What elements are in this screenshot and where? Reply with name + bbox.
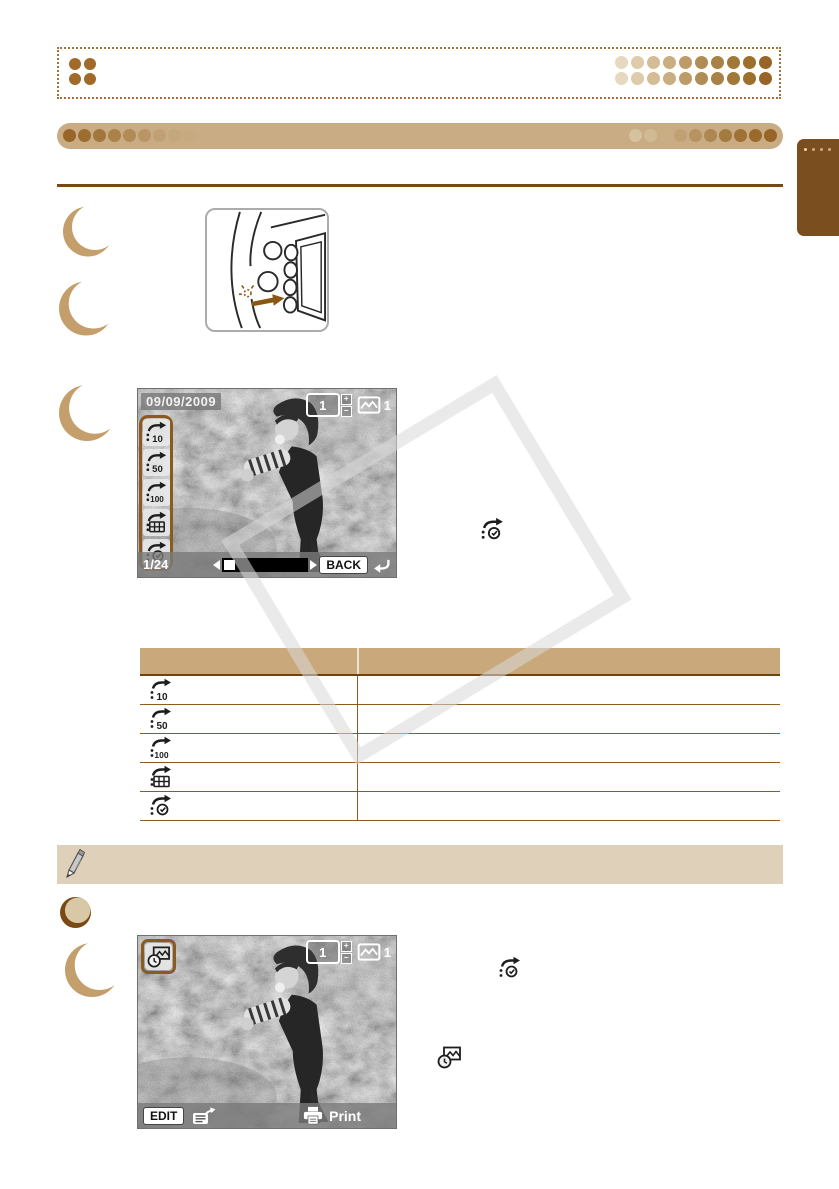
svg-text:100: 100 xyxy=(150,495,164,505)
copies-value: 1 xyxy=(306,940,340,964)
plus-icon: + xyxy=(341,394,352,405)
header-corner-dots xyxy=(69,58,96,85)
svg-text:10: 10 xyxy=(156,692,168,703)
svg-text:50: 50 xyxy=(152,464,163,475)
jump-50-icon xyxy=(143,449,170,476)
section-title-bar xyxy=(57,123,783,149)
edit-menu-icon xyxy=(192,1107,216,1125)
photo-frame-icon xyxy=(357,943,381,961)
jump-100-icon xyxy=(148,735,174,761)
jump-date-icon xyxy=(148,793,174,819)
bar-left-dots xyxy=(63,129,211,142)
jump-100-icon xyxy=(143,479,170,506)
step-4-marker xyxy=(65,942,119,998)
table-row-jump-date xyxy=(140,792,780,821)
table-row-jump-100 xyxy=(140,734,780,763)
header-gradient-dots xyxy=(615,56,772,85)
jump-50-icon xyxy=(148,706,174,732)
table-row-jump-index xyxy=(140,763,780,792)
printer-line-art xyxy=(207,210,327,330)
bar-right-dots xyxy=(629,129,777,142)
step-3-marker xyxy=(59,385,115,441)
page-header xyxy=(57,47,781,99)
copies-value: 1 xyxy=(306,393,340,417)
shooting-date: 09/09/2009 xyxy=(141,393,221,410)
plus-icon: + xyxy=(341,941,352,952)
photo-frame-icon xyxy=(357,396,381,414)
jump-date-display-highlight xyxy=(141,939,176,974)
pencil-icon xyxy=(61,848,85,882)
minus-icon: − xyxy=(341,406,352,417)
edit-button: EDIT xyxy=(143,1107,184,1125)
lcd-screen-date-view xyxy=(137,935,397,1129)
jump-options-column xyxy=(143,419,170,566)
section-divider xyxy=(57,184,783,187)
bullet-marker xyxy=(60,897,91,928)
minus-icon: − xyxy=(341,953,352,964)
photo-thumbnail xyxy=(138,936,396,1128)
table-row-jump-50 xyxy=(140,705,780,734)
jump-index-icon xyxy=(148,764,174,790)
chapter-edge-tab xyxy=(797,139,839,236)
copies-stepper xyxy=(306,393,352,417)
image-position: 1/24 xyxy=(143,557,169,572)
step-1-marker xyxy=(63,206,113,257)
jump-index-icon xyxy=(143,509,170,536)
step-2-marker xyxy=(59,281,113,336)
printer-back-illustration xyxy=(205,208,329,332)
clock-photo-icon xyxy=(145,943,172,970)
printer-icon xyxy=(302,1106,324,1126)
back-button: BACK xyxy=(319,556,368,574)
svg-text:50: 50 xyxy=(156,721,168,732)
screen2-bottom-bar xyxy=(138,1103,396,1128)
jump-10-icon xyxy=(143,419,170,446)
photo-count: 1 xyxy=(383,944,391,960)
clock-photo-icon xyxy=(436,1044,462,1075)
scroll-left-icon xyxy=(213,560,220,570)
jump-date-icon xyxy=(497,955,523,986)
jump-10-icon xyxy=(148,677,174,703)
photo-count: 1 xyxy=(383,397,391,413)
note-bar xyxy=(57,845,783,884)
tab-dots xyxy=(804,148,831,151)
print-label: Print xyxy=(329,1107,361,1124)
copies-stepper xyxy=(306,940,352,964)
svg-text:100: 100 xyxy=(154,750,169,760)
svg-text:10: 10 xyxy=(152,434,163,445)
